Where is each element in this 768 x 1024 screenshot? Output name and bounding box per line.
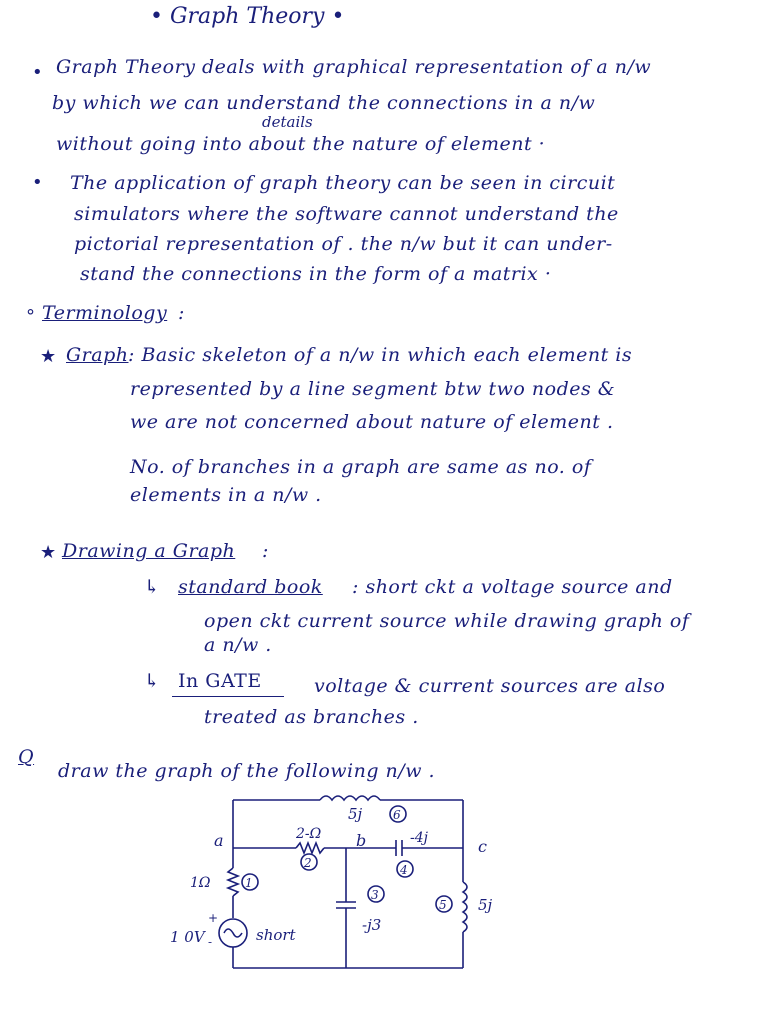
capacitor-3-label: -j3 [362,916,382,934]
arrow-icon: ↳ [144,576,161,598]
branch-2-number: 2 [304,856,312,870]
standard-book-label: standard book [178,576,323,598]
bullet-dot: • [32,172,43,193]
application-line-3: pictorial representation of . the n/w but it can under- [74,233,613,255]
star-icon: ★ [40,346,57,367]
graph-def-line-5: elements in a n/w . [130,484,322,506]
inductor-6 [320,796,380,800]
terminology-colon: : [178,302,185,324]
circuit-diagram [0,790,768,1020]
application-line-4: stand the connections in the form of a matrix · [80,263,552,285]
drawing-heading: Drawing a Graph [62,540,236,562]
graph-def-line-3: we are not concerned about nature of element . [130,411,614,433]
resistor-1 [228,868,238,896]
branch-3-number: 3 [371,888,379,902]
drawing-colon: : [262,540,269,562]
voltage-source-label: 1 0V [170,928,205,946]
graph-def-line-4: No. of branches in a graph are same as no. of [130,456,592,478]
page-title: • Graph Theory • [150,4,345,29]
capacitor-4-label: -4j [410,830,428,846]
application-line-2: simulators where the software cannot understand the [74,203,619,225]
node-a-label: a [214,831,224,850]
node-b-label: b [356,831,367,850]
branch-6-number: 6 [393,808,401,822]
short-note: short [256,926,296,944]
question-marker: Q [18,746,35,768]
resistor-1-label: 1Ω [190,875,211,891]
resistor-2-label: 2-Ω [296,826,322,842]
application-line-1: The application of graph theory can be seen in circuit [70,172,616,194]
graph-term: Graph [66,344,129,366]
standard-line-1: : short ckt a voltage source and [352,576,673,598]
branch-5-number: 5 [439,898,447,912]
details-insert: details [262,113,313,131]
voltage-source-plus: + [208,911,219,925]
gate-underline [172,696,284,697]
intro-line-2: by which we can understand the connections in a n/w [52,92,596,114]
intro-line-1: Graph Theory deals with graphical representation of a n/w [56,56,652,78]
inductor-6-label: 5j [348,805,363,823]
gate-line-2: treated as branches . [204,706,419,728]
inductor-5-label: 5j [478,896,493,914]
standard-line-3: a n/w . [204,634,272,656]
graph-def-line-2: represented by a line segment btw two nodes & [130,378,616,400]
voltage-source-minus: - [208,935,213,949]
standard-line-2: open ckt current source while drawing graph of [204,610,690,632]
branch-1-number: 1 [245,876,253,890]
star-icon: ★ [40,542,57,563]
arrow-icon: ↳ [144,670,161,692]
terminology-heading: Terminology [42,302,168,324]
bullet-dot: • [32,62,43,83]
question-text: draw the graph of the following n/w . [58,760,436,782]
gate-line-1: voltage & current sources are also [314,675,666,697]
branch-4-number: 4 [400,863,408,877]
node-c-label: c [478,837,487,856]
graph-def-line-1: : Basic skeleton of a n/w in which each element is [128,344,633,366]
gate-label: In GATE [178,670,262,692]
intro-line-3: without going into about the nature of element · [56,133,546,155]
bullet-dot: ° [26,306,35,327]
voltage-source-sine [224,929,242,937]
inductor-5 [463,882,467,932]
resistor-2 [296,843,324,853]
